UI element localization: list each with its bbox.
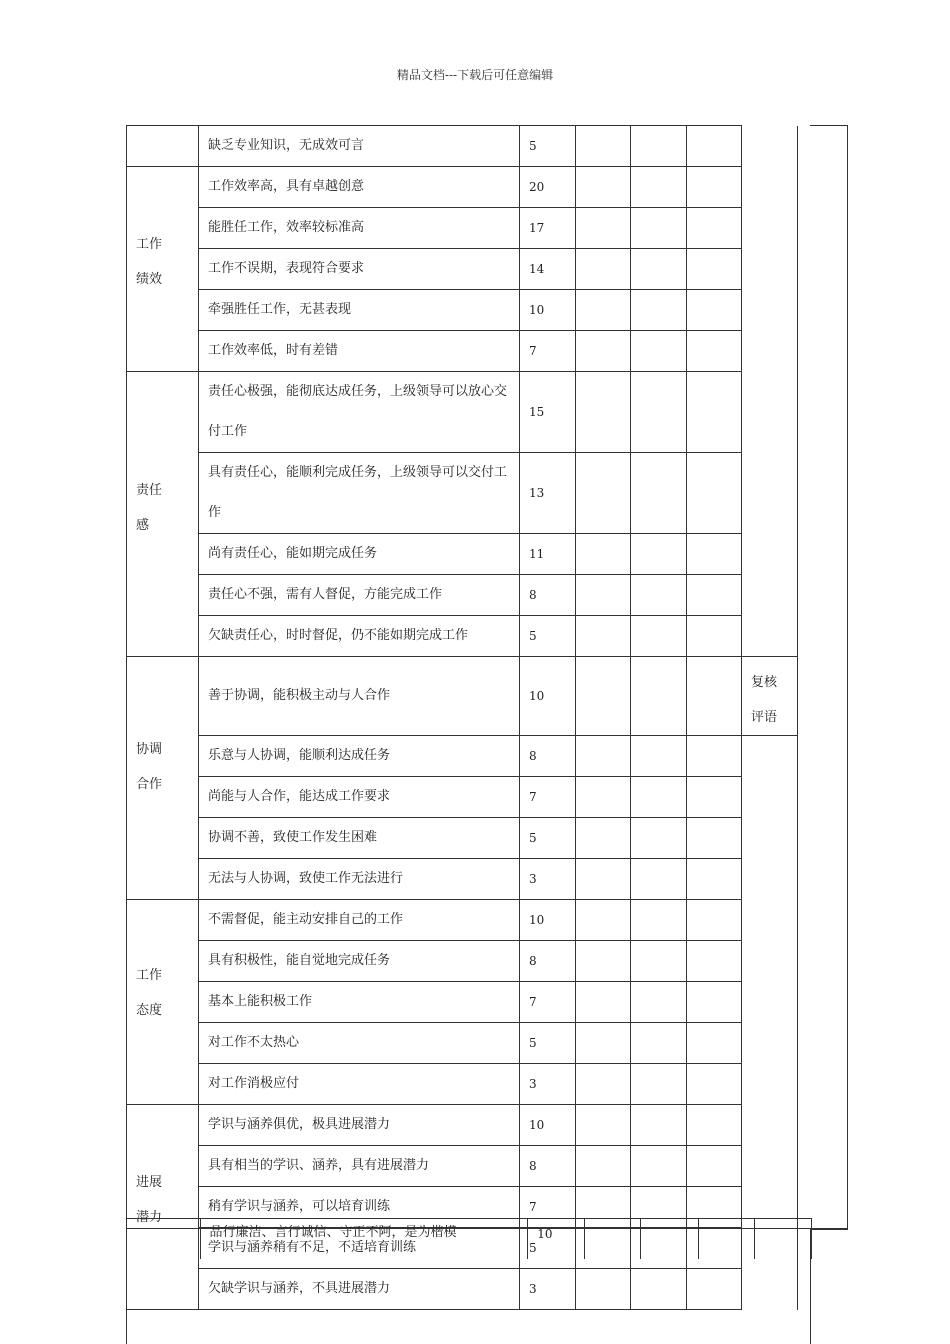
table-row (127, 1064, 813, 1105)
table-row (127, 290, 813, 331)
review-comment-cell[interactable] (742, 818, 798, 859)
rating-cell[interactable] (576, 126, 631, 167)
rating-cell[interactable] (576, 1146, 631, 1187)
criterion-score: 8 (520, 736, 576, 777)
evaluation-table-body (127, 126, 813, 1310)
review-comment-cell[interactable] (742, 1269, 798, 1310)
rating-cell[interactable] (576, 982, 631, 1023)
rating-cell[interactable] (687, 575, 742, 616)
rating-cell[interactable] (631, 453, 687, 534)
criterion-score: 8 (520, 941, 576, 982)
rating-cell[interactable] (687, 616, 742, 657)
rating-cell[interactable] (687, 859, 742, 900)
table-row (127, 941, 813, 982)
criterion-score: 7 (520, 1187, 576, 1228)
criterion-description: 基本上能积极工作 (199, 982, 520, 1023)
rating-cell[interactable] (631, 1064, 687, 1105)
review-comment-cell[interactable] (742, 941, 798, 982)
review-comment-cell[interactable] (742, 290, 798, 331)
criterion-score: 15 (520, 372, 576, 453)
rating-cell[interactable] (576, 736, 631, 777)
table-row (127, 859, 813, 900)
review-comment-cell[interactable] (742, 453, 798, 534)
criterion-description: 能胜任工作，效率较标准高 (199, 208, 520, 249)
rating-cell[interactable] (631, 982, 687, 1023)
criterion-description: 学识与涵养俱优，极具进展潜力 (199, 1105, 520, 1146)
rating-cell[interactable] (631, 1023, 687, 1064)
criterion-description: 具有责任心，能顺利完成任务，上级领导可以交付工作 (199, 453, 520, 534)
rating-cell[interactable] (585, 1219, 641, 1259)
page-header: 精品文档---下载后可任意编辑 (396, 68, 554, 82)
review-comment-cell[interactable] (742, 208, 798, 249)
review-comment-cell[interactable] (742, 859, 798, 900)
rating-cell[interactable] (687, 290, 742, 331)
last-item-score: 10 (528, 1219, 585, 1259)
category-cell (127, 372, 199, 657)
criterion-description: 尚能与人合作，能达成工作要求 (199, 777, 520, 818)
rating-cell[interactable] (631, 534, 687, 575)
table-row (127, 982, 813, 1023)
review-comment-label-line: 复核 (751, 675, 778, 690)
review-comment-cell[interactable] (742, 616, 798, 657)
rating-cell[interactable] (687, 453, 742, 534)
criterion-score: 11 (520, 534, 576, 575)
table-row (127, 657, 813, 736)
criterion-description: 学识与涵养稍有不足，不适培育训练 (199, 1228, 520, 1269)
criterion-description: 缺乏专业知识，无成效可言 (199, 126, 520, 167)
criterion-description: 协调不善，致使工作发生困难 (199, 818, 520, 859)
criterion-description: 责任心极强，能彻底达成任务，上级领导可以放心交付工作 (199, 372, 520, 453)
criterion-score: 3 (520, 1269, 576, 1310)
rating-cell[interactable] (687, 167, 742, 208)
rating-cell[interactable] (631, 657, 687, 736)
rating-cell[interactable] (576, 1023, 631, 1064)
criterion-score: 5 (520, 1228, 576, 1269)
criterion-description: 稍有学识与涵养，可以培育训练 (199, 1187, 520, 1228)
category-label: 协调 (136, 742, 163, 757)
review-comment-cell[interactable] (742, 534, 798, 575)
table-row (127, 453, 813, 534)
criterion-score: 17 (520, 208, 576, 249)
criterion-description: 对工作不太热心 (199, 1023, 520, 1064)
rating-cell[interactable] (631, 126, 687, 167)
rating-cell[interactable] (641, 1219, 698, 1259)
criterion-description: 无法与人协调，致使工作无法进行 (199, 859, 520, 900)
category-cell (127, 900, 199, 1105)
category-label: 进展 (136, 1175, 163, 1190)
review-comment-cell[interactable] (742, 1105, 798, 1146)
table-row (127, 616, 813, 657)
rating-cell[interactable] (576, 859, 631, 900)
category-cell (127, 126, 199, 167)
table-row (127, 575, 813, 616)
table-row (127, 331, 813, 372)
rating-cell[interactable] (687, 1023, 742, 1064)
table-row (127, 1146, 813, 1187)
table-row (127, 249, 813, 290)
rating-cell[interactable] (631, 777, 687, 818)
rating-cell[interactable] (576, 290, 631, 331)
review-comment-cell[interactable] (742, 331, 798, 372)
rating-cell[interactable] (754, 1219, 811, 1259)
rating-cell[interactable] (576, 818, 631, 859)
criterion-score: 7 (520, 777, 576, 818)
review-comment-cell[interactable] (742, 1023, 798, 1064)
rating-cell[interactable] (687, 126, 742, 167)
category-cell (127, 657, 199, 900)
category-label: 责任 (136, 482, 163, 498)
evaluation-table-wrap (126, 125, 848, 1310)
rating-cell[interactable] (631, 1105, 687, 1146)
criterion-description: 工作效率高，具有卓越创意 (199, 167, 520, 208)
table-row (127, 126, 813, 167)
rating-cell[interactable] (687, 941, 742, 982)
rating-cell[interactable] (576, 208, 631, 249)
rating-cell[interactable] (576, 453, 631, 534)
rating-cell[interactable] (687, 982, 742, 1023)
rating-cell[interactable] (631, 208, 687, 249)
table-bottom-line (126, 1228, 848, 1229)
review-comment-label (742, 657, 798, 736)
criterion-score: 8 (520, 575, 576, 616)
rating-cell[interactable] (631, 736, 687, 777)
category-label: 态度 (136, 1003, 163, 1018)
table-row (127, 534, 813, 575)
criterion-description: 乐意与人协调，能顺利达成任务 (199, 736, 520, 777)
criterion-score: 10 (520, 290, 576, 331)
rating-cell[interactable] (631, 859, 687, 900)
category-label: 感 (136, 517, 150, 533)
rating-cell[interactable] (631, 941, 687, 982)
rating-cell[interactable] (631, 616, 687, 657)
criterion-score: 3 (520, 859, 576, 900)
rating-cell[interactable] (687, 818, 742, 859)
criterion-score: 3 (520, 1064, 576, 1105)
criterion-description: 工作不误期，表现符合要求 (199, 249, 520, 290)
rating-cell[interactable] (576, 249, 631, 290)
rating-cell[interactable] (687, 1064, 742, 1105)
category-label: 工作 (136, 968, 163, 983)
category-label: 绩效 (136, 271, 163, 287)
criterion-score: 10 (520, 1105, 576, 1146)
criterion-score: 10 (520, 900, 576, 941)
frame-right-line (810, 1228, 811, 1344)
category-label: 潜力 (136, 1210, 163, 1225)
last-row (126, 1218, 812, 1259)
criterion-description: 责任心不强，需有人督促，方能完成工作 (199, 575, 520, 616)
review-comment-cell[interactable] (742, 167, 798, 208)
table-row (127, 167, 813, 208)
rating-cell[interactable] (631, 1146, 687, 1187)
category-label: 合作 (136, 777, 163, 792)
review-comment-cell[interactable] (742, 736, 798, 777)
table-row (127, 900, 813, 941)
rating-cell[interactable] (576, 1105, 631, 1146)
rating-cell[interactable] (687, 900, 742, 941)
category-label: 工作 (136, 236, 163, 252)
criterion-description: 工作效率低，时有差错 (199, 331, 520, 372)
review-comment-cell[interactable] (742, 575, 798, 616)
criterion-description: 欠缺责任心，时时督促，仍不能如期完成工作 (199, 616, 520, 657)
rating-cell[interactable] (631, 331, 687, 372)
rating-cell[interactable] (687, 777, 742, 818)
rating-cell[interactable] (576, 657, 631, 736)
rating-cell[interactable] (631, 372, 687, 453)
rating-cell[interactable] (687, 1146, 742, 1187)
rating-cell[interactable] (631, 575, 687, 616)
rating-cell[interactable] (687, 534, 742, 575)
review-comment-cell[interactable] (742, 777, 798, 818)
last-item-desc: 品行廉洁、言行诚信、守正不阿，是为楷模 (200, 1219, 528, 1259)
rating-cell[interactable] (576, 575, 631, 616)
criterion-score: 8 (520, 1146, 576, 1187)
table-row (127, 1023, 813, 1064)
criterion-description: 尚有责任心，能如期完成任务 (199, 534, 520, 575)
criterion-score: 13 (520, 453, 576, 534)
rating-cell[interactable] (576, 372, 631, 453)
rating-cell[interactable] (687, 1105, 742, 1146)
criterion-score: 5 (520, 126, 576, 167)
review-comment-label-line: 评语 (751, 710, 778, 725)
rating-cell[interactable] (576, 1064, 631, 1105)
rating-cell[interactable] (576, 331, 631, 372)
rating-cell[interactable] (631, 249, 687, 290)
criterion-description: 善于协调，能积极主动与人合作 (199, 657, 520, 736)
rating-cell[interactable] (576, 941, 631, 982)
criterion-score: 5 (520, 616, 576, 657)
category-cell (127, 1105, 199, 1310)
table-row (127, 818, 813, 859)
table-row (127, 1105, 813, 1146)
criterion-description: 具有积极性，能自觉地完成任务 (199, 941, 520, 982)
rating-cell[interactable] (698, 1219, 754, 1259)
rating-cell[interactable] (631, 900, 687, 941)
rating-cell[interactable] (687, 736, 742, 777)
criterion-description: 对工作消极应付 (199, 1064, 520, 1105)
table-row (127, 1269, 813, 1310)
review-comment-cell[interactable] (742, 1146, 798, 1187)
review-comment-cell[interactable] (742, 126, 798, 167)
rating-cell[interactable] (687, 657, 742, 736)
rating-cell[interactable] (631, 818, 687, 859)
rating-cell[interactable] (687, 1269, 742, 1310)
criterion-description: 不需督促，能主动安排自己的工作 (199, 900, 520, 941)
criterion-description: 牵强胜任工作，无甚表现 (199, 290, 520, 331)
review-comment-cell[interactable] (742, 982, 798, 1023)
rating-cell[interactable] (576, 167, 631, 208)
table-row (127, 372, 813, 453)
review-comment-cell[interactable] (742, 900, 798, 941)
rating-cell[interactable] (631, 167, 687, 208)
review-comment-cell[interactable] (742, 249, 798, 290)
rating-cell[interactable] (687, 249, 742, 290)
criterion-score: 14 (520, 249, 576, 290)
outer-right-column (810, 125, 848, 1230)
criterion-score: 20 (520, 167, 576, 208)
rating-cell[interactable] (687, 372, 742, 453)
rating-cell[interactable] (576, 616, 631, 657)
evaluation-table (126, 125, 813, 1310)
rating-cell[interactable] (631, 1269, 687, 1310)
table-row (127, 208, 813, 249)
criterion-description: 欠缺学识与涵养，不具进展潜力 (199, 1269, 520, 1310)
rating-cell[interactable] (576, 1269, 631, 1310)
criterion-score: 10 (520, 657, 576, 736)
criterion-score: 7 (520, 331, 576, 372)
rating-cell[interactable] (576, 900, 631, 941)
rating-cell[interactable] (687, 208, 742, 249)
review-comment-cell[interactable] (742, 372, 798, 453)
criterion-score: 5 (520, 818, 576, 859)
last-category-cell (127, 1219, 201, 1259)
criterion-score: 7 (520, 982, 576, 1023)
review-comment-cell[interactable] (742, 1064, 798, 1105)
rating-cell[interactable] (576, 534, 631, 575)
criterion-description: 具有相当的学识、涵养，具有进展潜力 (199, 1146, 520, 1187)
rating-cell[interactable] (576, 777, 631, 818)
frame-left-line (126, 1228, 127, 1344)
category-cell (127, 167, 199, 372)
rating-cell[interactable] (687, 331, 742, 372)
table-row (127, 736, 813, 777)
table-row (127, 777, 813, 818)
rating-cell[interactable] (631, 290, 687, 331)
criterion-score: 5 (520, 1023, 576, 1064)
